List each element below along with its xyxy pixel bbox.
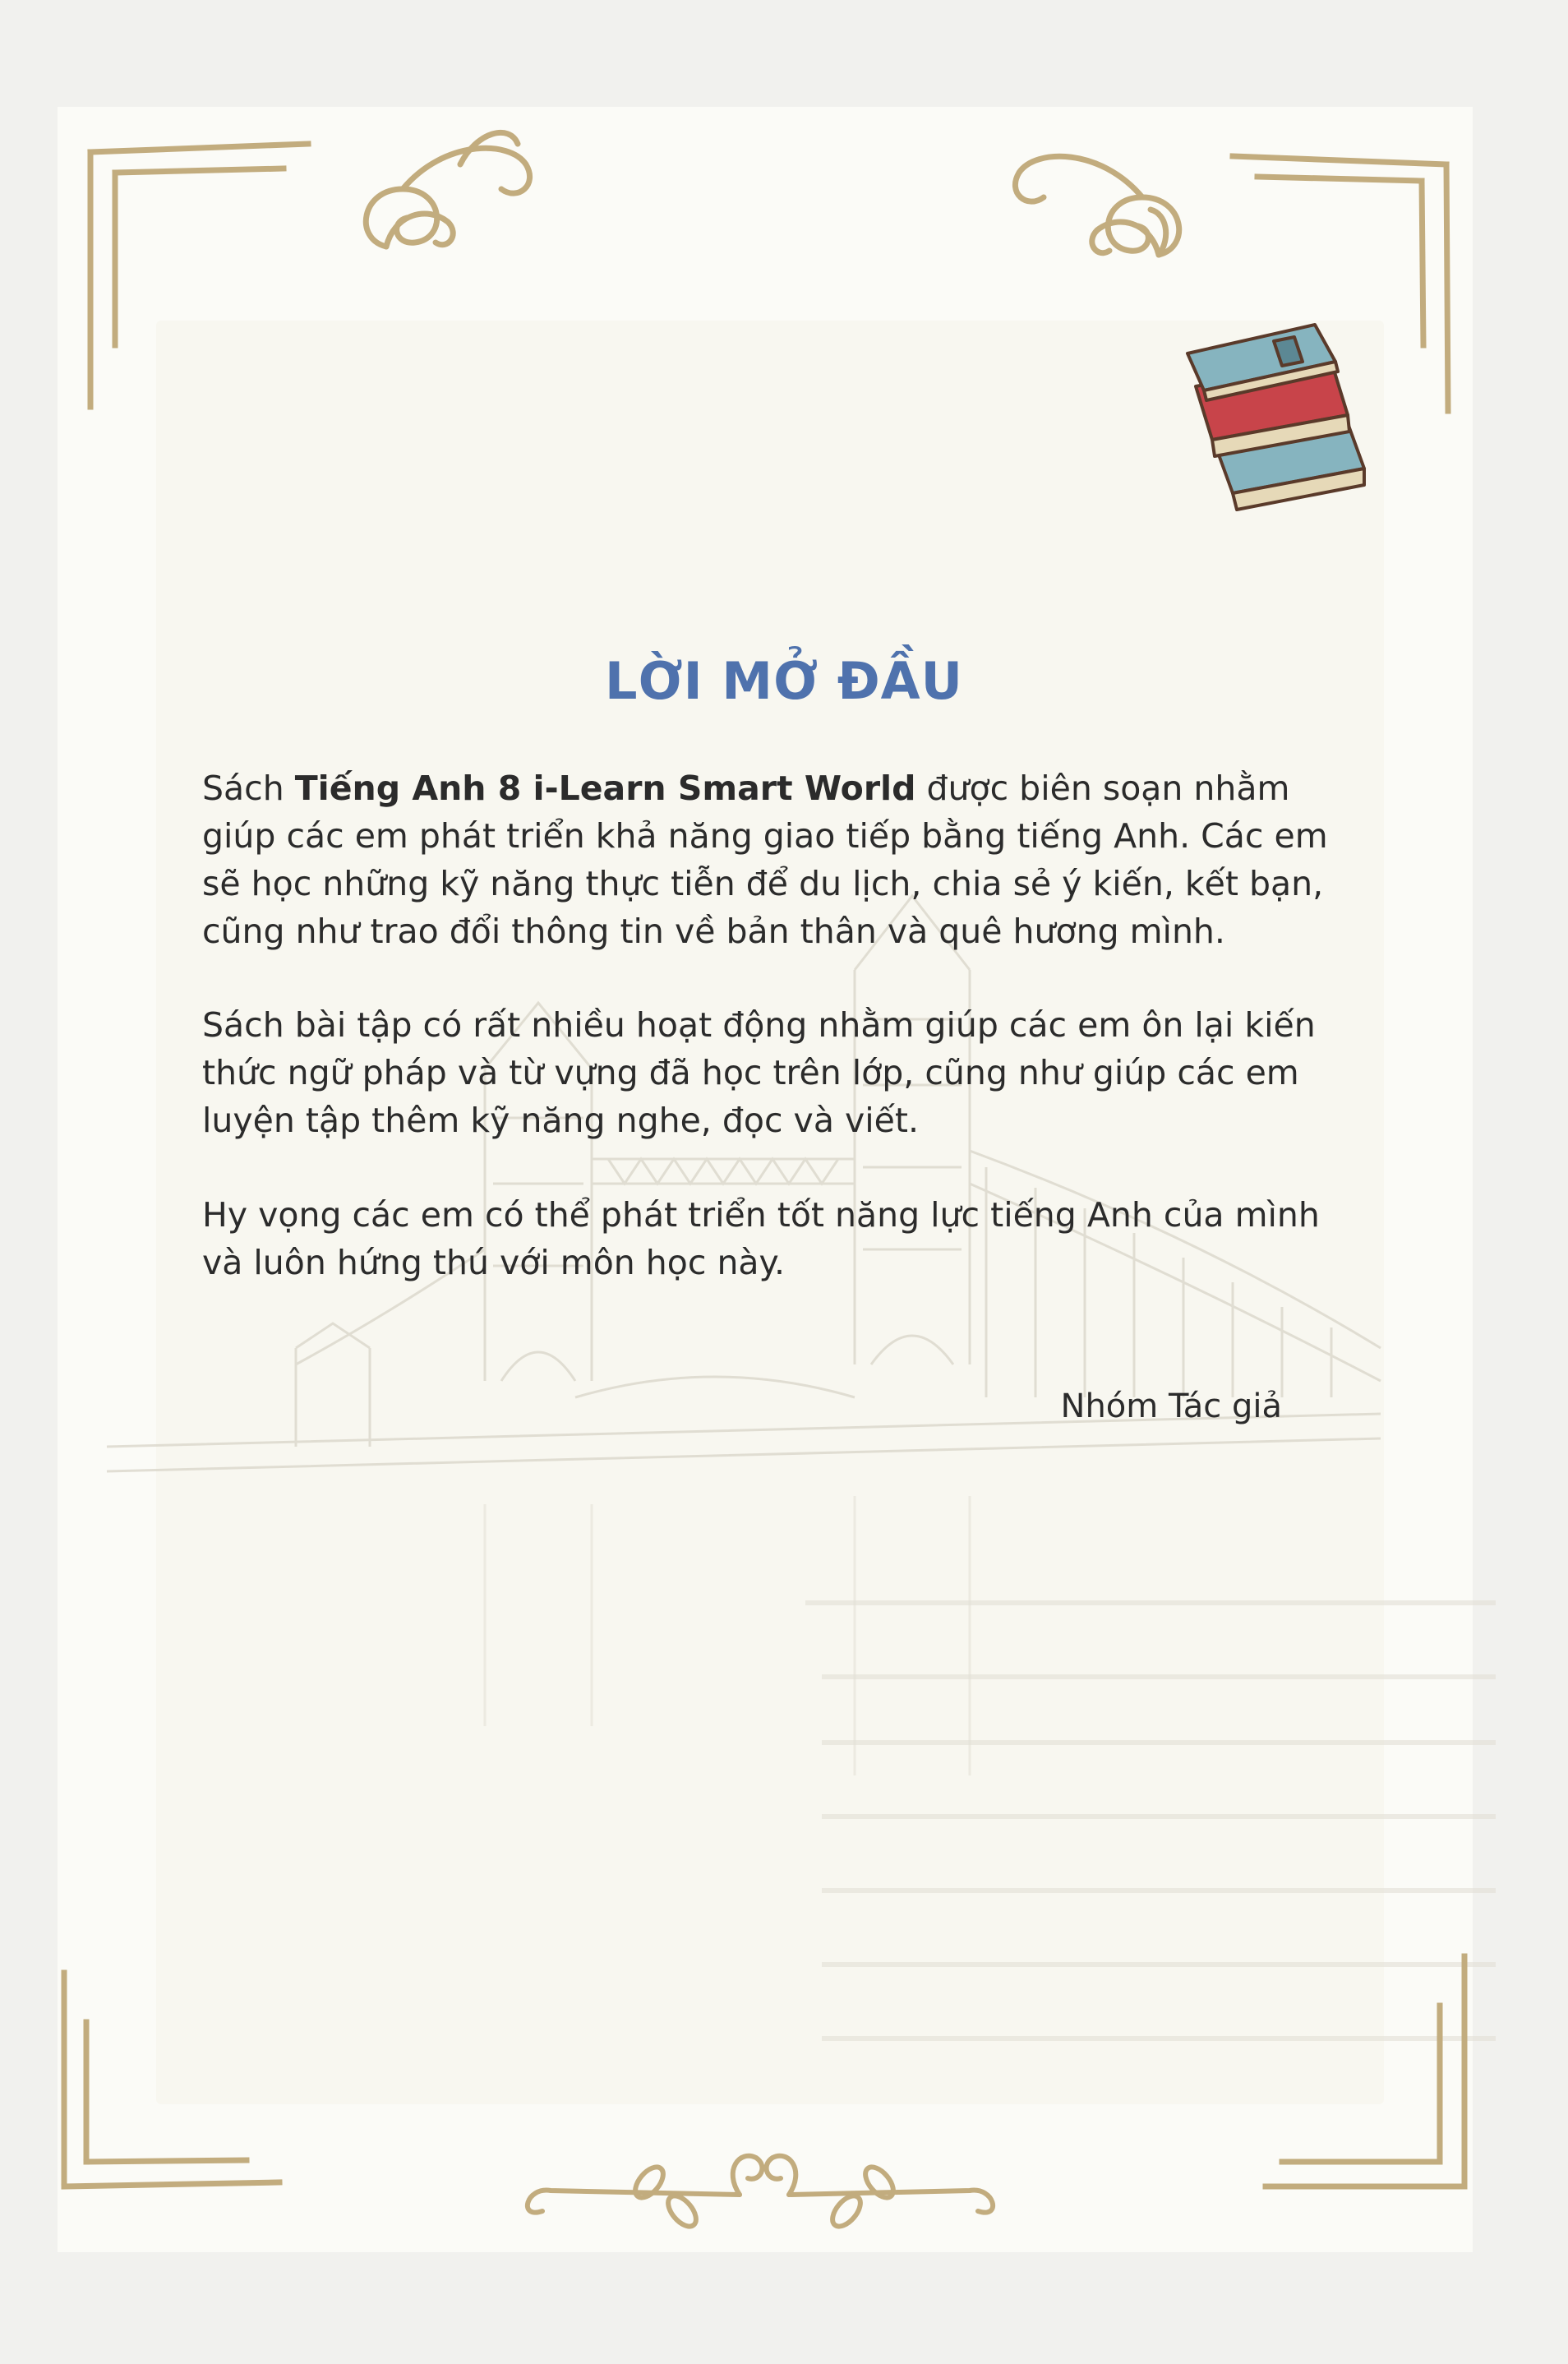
flourish-ornament — [528, 2156, 993, 2232]
book-title: Tiếng Anh 8 i-Learn Smart World — [294, 769, 916, 808]
bleed-through-lines — [805, 1603, 1496, 2038]
authors-signature: Nhóm Tác giả — [1060, 1387, 1282, 1425]
intro-paragraph — [202, 764, 1369, 955]
closing-paragraph: Hy vọng các em có thể phát triển tốt năng lực tiếng Anh của mình và luôn hứng thú với môn học này. — [202, 1195, 1320, 1282]
stacked-books-icon — [1188, 325, 1364, 510]
page-title: LỜI MỞ ĐẦU — [604, 651, 964, 711]
intro-prefix: Sách — [202, 769, 295, 808]
intro-rest: được biên soạn nhằm giúp các em phát triển khả năng giao tiếp bằng tiếng Anh. Các em sẽ học những kỹ năng thực tiễn để du lịch, chia sẻ ý kiến, kết bạn, cũng như trao đổi thông tin về bản thân và quê hương mình. — [202, 769, 1328, 951]
flourish-ornament — [1015, 156, 1178, 255]
workbook-paragraph: Sách bài tập có rất nhiều hoạt động nhằm giúp các em ôn lại kiến thức ngữ pháp và từ vựng đã học trên lớp, cũng như giúp các em luyện tập thêm kỹ năng nghe, đọc và viết. — [202, 1005, 1316, 1140]
flourish-ornament — [366, 132, 529, 247]
